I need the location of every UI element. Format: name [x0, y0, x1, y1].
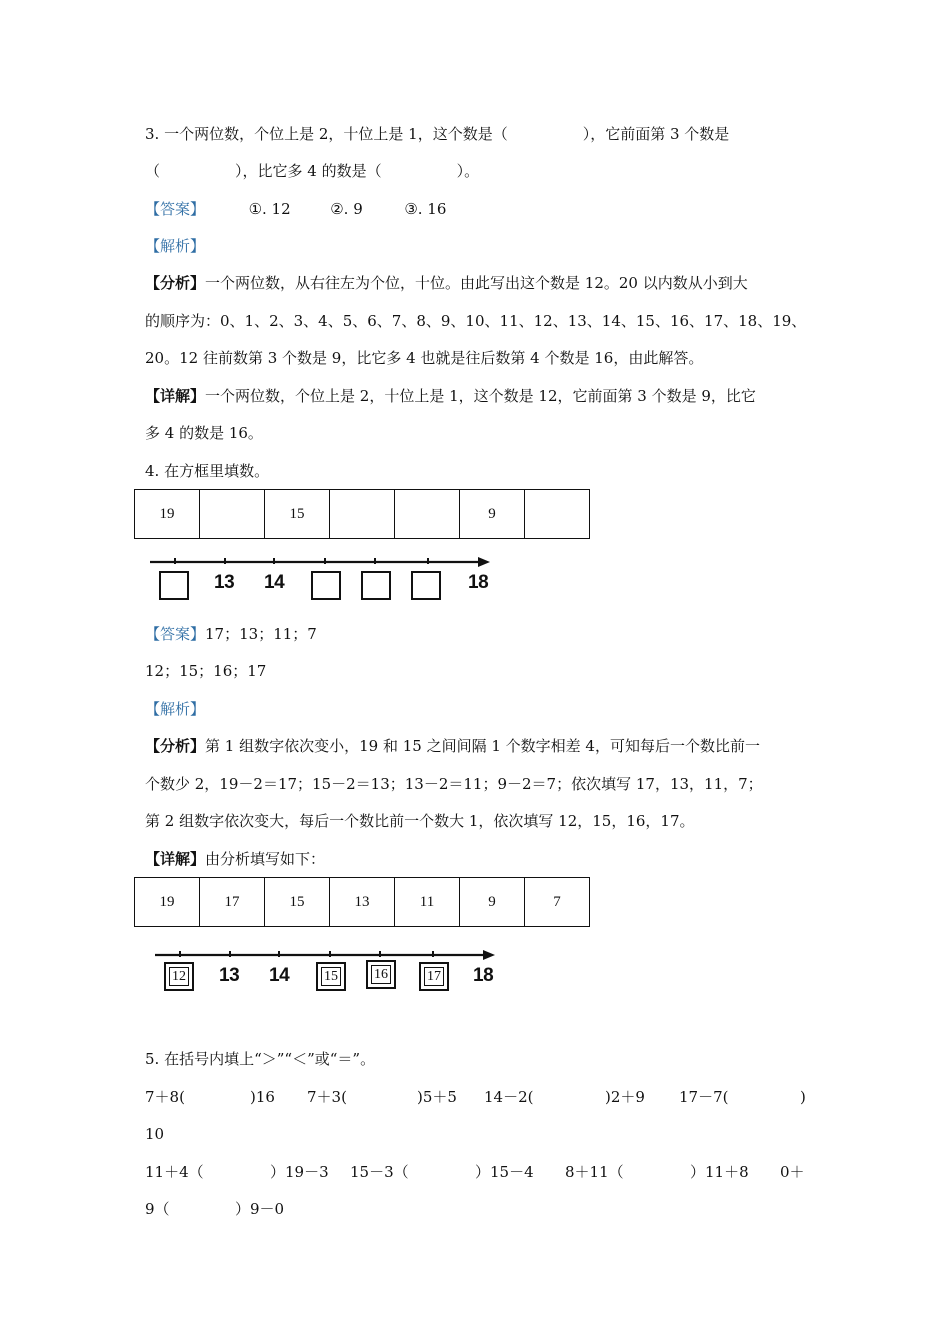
analysis-text: 第 1 组数字依次变小，19 和 15 之间间隔 1 个数字相差 4，可知每后一个数比前一 — [205, 737, 760, 755]
q3-line1: 3. 一个两位数，个位上是 2，十位上是 1，这个数是（ ），它前面第 3 个数是 — [145, 125, 730, 143]
answer-box — [419, 962, 449, 991]
q3-detail-2: 多 4 的数是 16。 — [145, 424, 263, 442]
q3-line2: （ ），比它多 4 的数是（ ）。 — [145, 162, 480, 180]
number-label: 14 — [264, 572, 285, 593]
expr: ）19－3 — [270, 1163, 329, 1181]
expr: 0＋ — [780, 1163, 805, 1181]
grid-cell — [330, 490, 395, 539]
expr: ）11＋8 — [690, 1163, 749, 1181]
grid-cell: 17 — [200, 878, 265, 927]
number-label: 14 — [269, 965, 290, 986]
answer-2: ②. 9 — [330, 200, 363, 218]
answer-box — [361, 571, 391, 600]
answer-3: ③. 16 — [404, 200, 447, 218]
grid-cell: 15 — [265, 878, 330, 927]
q4-filled-grid — [134, 877, 590, 927]
number-label: 18 — [473, 965, 494, 986]
grid-cell: 15 — [265, 490, 330, 539]
q4-number-line-blank — [150, 552, 500, 607]
answer-value: 12 — [169, 967, 189, 986]
answer-box — [366, 960, 396, 989]
grid-cell: 19 — [135, 490, 200, 539]
detail-tag: 【详解】 — [145, 387, 206, 405]
analysis-text: 一个两位数，从右往左为个位，十位。由此写出这个数是 12。20 以内数从小到大 — [205, 274, 748, 292]
grid-cell — [525, 490, 590, 539]
answer-box — [159, 571, 189, 600]
detail-text: 一个两位数，个位上是 2，十位上是 1，这个数是 12，它前面第 3 个数是 9，比它 — [205, 387, 756, 405]
answer-1: ①. 12 — [248, 200, 291, 218]
number-label: 13 — [214, 572, 235, 593]
answer-text: 17；13；11；7 — [205, 625, 317, 643]
grid-cell: 11 — [395, 878, 460, 927]
expr: 8＋11（ — [565, 1163, 624, 1181]
q4-analysis-3: 第 2 组数字依次变大，每后一个数比前一个数大 1，依次填写 12，15，16，17。 — [145, 812, 695, 830]
answer-tag: 【答案】 — [145, 625, 206, 643]
grid-cell: 13 — [330, 878, 395, 927]
q4-analysis-2: 个数少 2，19－2＝17；15－2＝13；13－2＝11；9－2＝7；依次填写 17，13，11，7； — [145, 775, 763, 793]
expr: 14－2( — [484, 1088, 534, 1106]
answer-value: 15 — [321, 967, 341, 986]
answer-tag: 【答案】 — [145, 200, 206, 218]
expr: 17－7( — [679, 1088, 729, 1106]
answer-value: 17 — [424, 967, 444, 986]
q3-jiexi-tag: 【解析】 — [145, 237, 206, 255]
expr: )2＋9 — [605, 1088, 645, 1106]
grid-cell: 9 — [460, 878, 525, 927]
grid-cell — [200, 490, 265, 539]
expr: 15－3（ — [350, 1163, 409, 1181]
q3-analysis-2: 的顺序为：0、1、2、3、4、5、6、7、8、9、10、11、12、13、14、15、16、17、18、19、 — [145, 312, 807, 330]
expr: )5＋5 — [417, 1088, 457, 1106]
expr: 11＋4（ — [145, 1163, 204, 1181]
q5-row-1b: 10 — [145, 1125, 165, 1143]
expr: 7＋3( — [307, 1088, 347, 1106]
number-label: 18 — [468, 572, 489, 593]
q4-jiexi-tag: 【解析】 — [145, 700, 206, 718]
detail-tag: 【详解】 — [145, 850, 206, 868]
q3-analysis-1 — [145, 272, 748, 294]
q3-answer-row — [145, 198, 446, 220]
answer-box — [411, 571, 441, 600]
q4-number-line-filled — [155, 945, 505, 1000]
q4-answer-1 — [145, 623, 317, 645]
expr: )16 — [250, 1088, 275, 1106]
q4-title: 4. 在方框里填数。 — [145, 462, 270, 480]
q5-title: 5. 在括号内填上“＞”“＜”或“＝”。 — [145, 1050, 376, 1068]
number-label: 13 — [219, 965, 240, 986]
answer-box — [164, 962, 194, 991]
answer-value: 16 — [371, 965, 391, 984]
q4-answer-2: 12；15；16；17 — [145, 662, 267, 680]
q4-detail-1 — [145, 848, 325, 870]
analysis-tag: 【分析】 — [145, 737, 206, 755]
grid-cell — [395, 490, 460, 539]
expr: ）9－0 — [235, 1200, 285, 1218]
q4-blank-grid — [134, 489, 590, 539]
expr: 9（ — [145, 1200, 170, 1218]
answer-box — [311, 571, 341, 600]
expr: ）15－4 — [475, 1163, 534, 1181]
analysis-tag: 【分析】 — [145, 274, 206, 292]
q4-analysis-1 — [145, 735, 760, 757]
q3-analysis-3: 20。12 往前数第 3 个数是 9，比它多 4 也就是往后数第 4 个数是 16，由此解答。 — [145, 349, 704, 367]
q3-detail-1 — [145, 385, 756, 407]
expr: 7＋8( — [145, 1088, 185, 1106]
grid-cell: 7 — [525, 878, 590, 927]
number-line-arrow — [150, 552, 500, 572]
detail-text: 由分析填写如下： — [205, 850, 326, 868]
grid-cell: 9 — [460, 490, 525, 539]
expr: ) — [800, 1088, 806, 1106]
answer-box — [316, 962, 346, 991]
grid-cell: 19 — [135, 878, 200, 927]
